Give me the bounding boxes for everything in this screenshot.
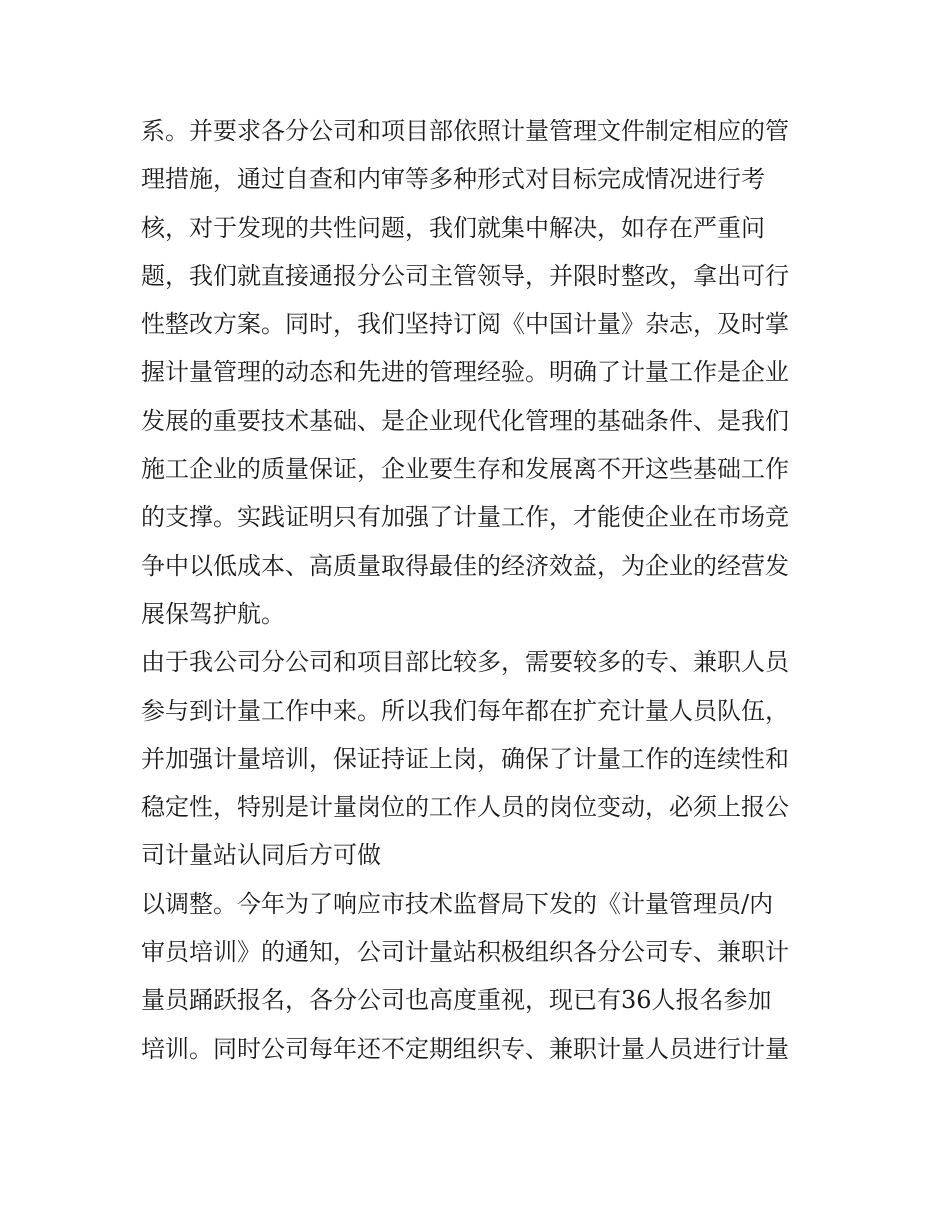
text-line: 的支撑。实践证明只有加强了计量工作，才能使企业在市场竞 bbox=[141, 503, 789, 532]
text-line: 理措施，通过自查和内审等多种形式对目标完成情况进行考 bbox=[141, 165, 765, 194]
text-line: 由于我公司分公司和项目部比较多，需要较多的专、兼职人员 bbox=[141, 648, 789, 677]
text-line: 培训。同时公司每年还不定期组织专、兼职计量人员进行计量 bbox=[141, 1034, 789, 1063]
text-line: 发展的重要技术基础、是企业现代化管理的基础条件、是我们 bbox=[141, 406, 789, 435]
text-line: 争中以低成本、高质量取得最佳的经济效益，为企业的经营发 bbox=[141, 551, 789, 580]
text-line: 审员培训》的通知，公司计量站积极组织各分公司专、兼职计 bbox=[141, 938, 789, 967]
text-line: 握计量管理的动态和先进的管理经验。明确了计量工作是企业 bbox=[141, 358, 789, 387]
text-line: 量员踊跃报名，各分公司也高度重视，现已有36人报名参加 bbox=[141, 986, 772, 1015]
text-line: 题，我们就直接通报分公司主管领导，并限时整改，拿出可行 bbox=[141, 261, 789, 290]
text-line: 参与到计量工作中来。所以我们每年都在扩充计量人员队伍， bbox=[141, 696, 789, 725]
text-line: 并加强计量培训，保证持证上岗，确保了计量工作的连续性和 bbox=[141, 744, 789, 773]
text-line: 系。并要求各分公司和项目部依照计量管理文件制定相应的管 bbox=[141, 117, 789, 145]
text-line: 性整改方案。同时，我们坚持订阅《中国计量》杂志，及时掌 bbox=[141, 310, 789, 339]
text-line: 以调整。今年为了响应市技术监督局下发的《计量管理员/内 bbox=[141, 889, 774, 918]
text-line: 稳定性，特别是计量岗位的工作人员的岗位变动，必须上报公 bbox=[141, 793, 789, 822]
text-line: 核，对于发现的共性问题，我们就集中解决，如存在严重问 bbox=[141, 213, 765, 242]
text-line: 司计量站认同后方可做 bbox=[141, 841, 381, 870]
body-text bbox=[141, 107, 813, 1073]
text-line: 施工企业的质量保证，企业要生存和发展离不开这些基础工作 bbox=[141, 455, 789, 484]
text-line: 展保驾护航。 bbox=[141, 599, 285, 628]
